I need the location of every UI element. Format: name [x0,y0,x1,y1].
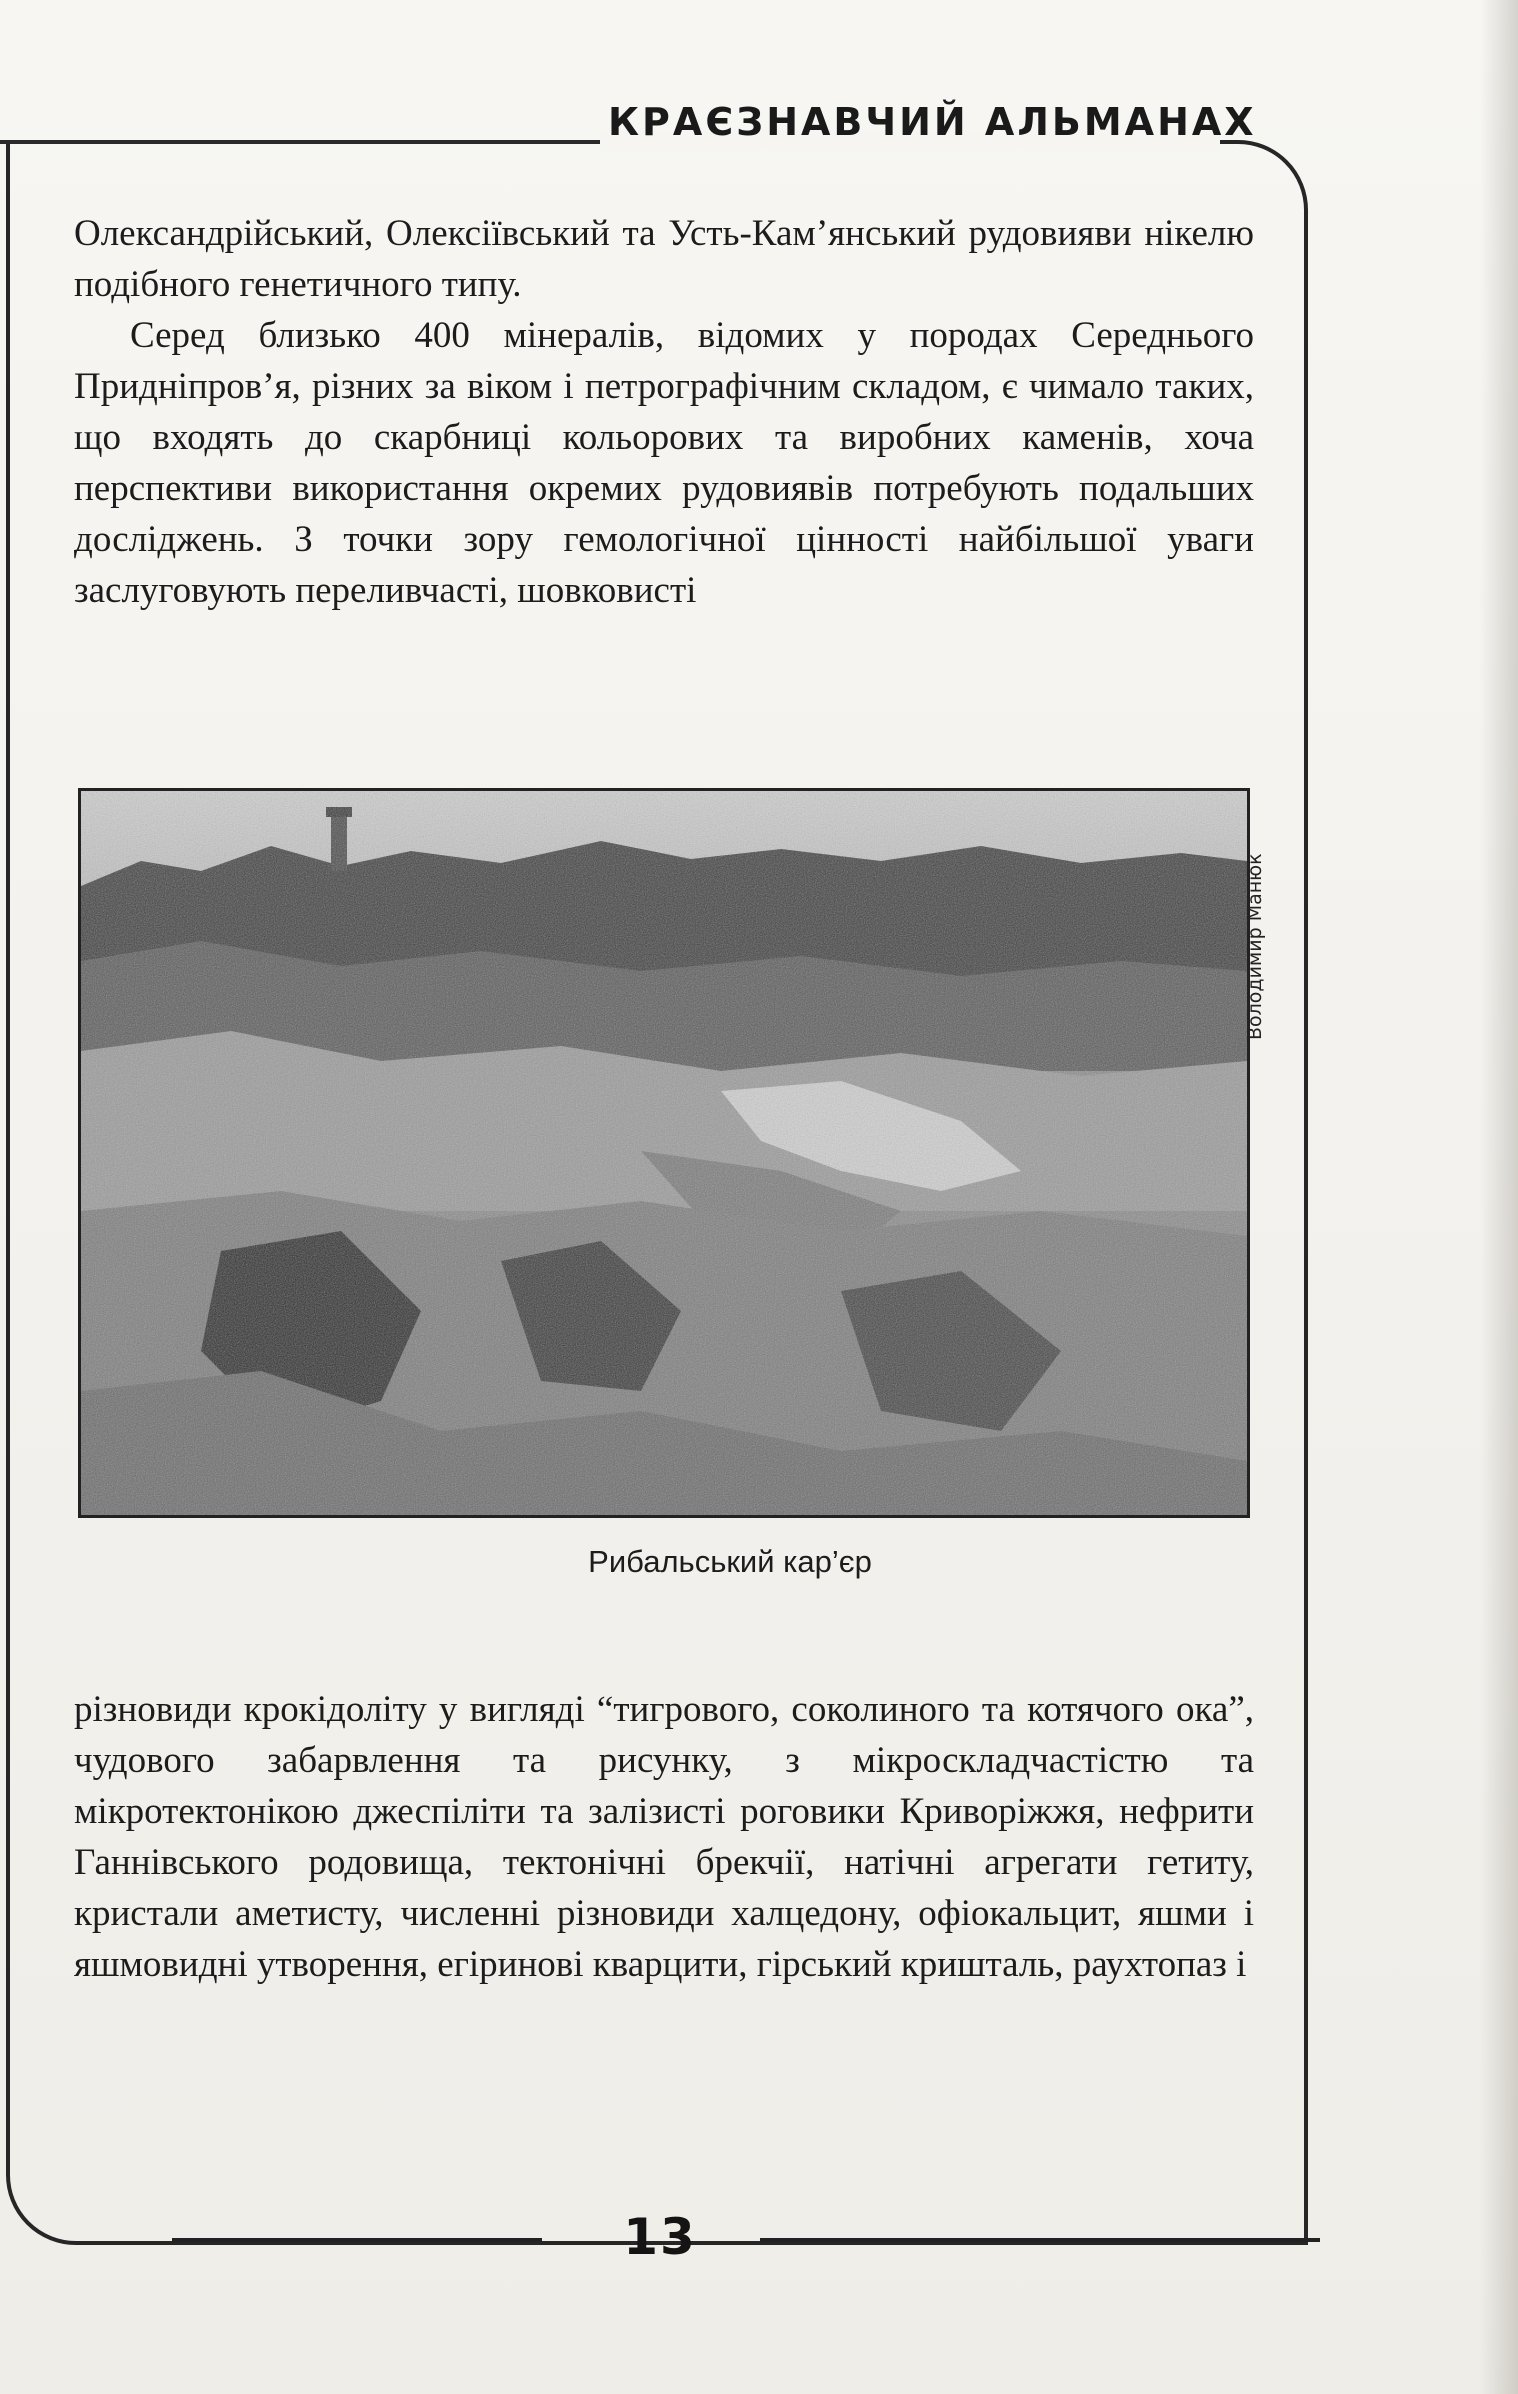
body-text-bottom [74,1684,1254,1990]
page-number: 13 [623,2208,697,2266]
footer-rule-right [760,2238,1320,2242]
body-text-top [74,208,1254,616]
header-rule [0,140,600,144]
paragraph-1: Олександрійський, Олексіївський та Усть-Кам’янський рудовияви нікелю подібного генетичного типу. [74,213,1254,305]
paragraph-3: різновиди крокідоліту у вигляді “тигрового, соколиного та котячого ока”, чудового забарвлення та рисунку, з мікроскладчастістю та мікротектонікою джеспіліти та залізисті роговики Криворіжжя, нефрити Ганнівського родовища, тектонічні брекчії, натічні агрегати гетиту, кристали аметисту, численні різновиди халцедону, офіокальцит, яшми і яшмовидні утворення, егіринові кварцити, гірський кришталь, раухтопаз і [74,1689,1254,1985]
running-header: КРАЄЗНАВЧИЙ АЛЬМАНАХ [608,100,1257,144]
quarry-photo [78,788,1250,1518]
photo-caption: Рибальський кар’єр [588,1544,872,1579]
photo-credit: Володимир Манюк [1244,853,1266,1040]
paragraph-2: Серед близько 400 мінералів, відомих у породах Середнього Придніпров’я, різних за віком і петрографічним складом, є чимало таких, що входять до скарбниці кольорових та виробних каменів, хоча перспективи використання окремих рудовиявів потребують подальших досліджень. З точки зору гемологічної цінності найбільшої уваги заслуговують переливчасті, шовковисті [74,315,1254,611]
page-edge-shadow [1480,0,1518,2394]
footer-rule-left [172,2238,542,2242]
